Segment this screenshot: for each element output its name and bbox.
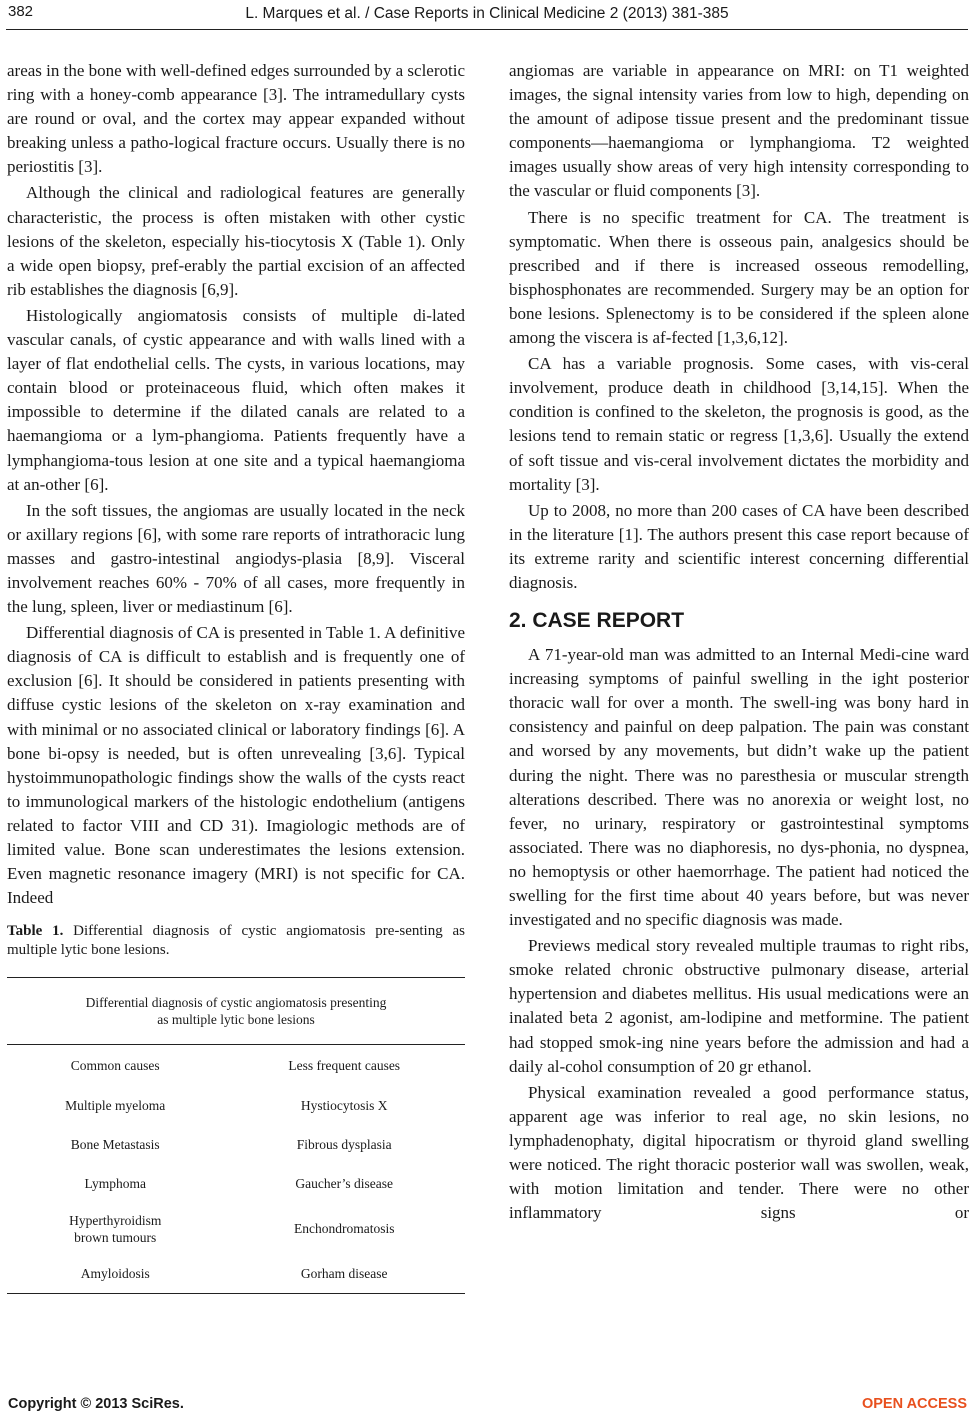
table-row xyxy=(7,1086,465,1125)
header-rule xyxy=(6,29,968,30)
paragraph: Physical examination revealed a good performance status, apparent age was inferior to real age, no skin lesions, no lymphadenophaty, digital hipocratism or thyroid gland swelling were noticed. The right thoracic posterior wall was swollen, weak, with motion limitation and tender. There were no other inflammatory signs or xyxy=(509,1082,969,1223)
table-caption-label: Table 1. xyxy=(7,923,64,940)
page-header xyxy=(0,0,974,38)
paragraph: areas in the bone with well-defined edges surrounded by a sclerotic ring with a honey-comb appearance [3]. The intramedullary cysts are round or oval, and the cortex may appear expanded without breaking unless a patho-logical fracture occurs. Usually there is no periostitis [3]. xyxy=(7,61,465,177)
column-header-less-frequent: Less frequent causes xyxy=(288,1057,401,1073)
paragraph: In the soft tissues, the angiomas are usually located in the neck or axillary regions [6], with some rare reports of intrathoracic lung masses and gastro-intestinal angiodys-plasia [8,9]. Visceral involvement reaches 60% - 70% of all cases, more frequently in the lung, spleen, liver or mediastinum [6]. xyxy=(7,500,465,617)
table-row xyxy=(7,1203,465,1254)
copyright-notice: Copyright © 2013 SciRes. xyxy=(8,1396,184,1412)
paragraph: Up to 2008, no more than 200 cases of CA have been described in the literature [1]. The authors present this case report because of its extreme rarity and scientific interest concerning differential diagnosis. xyxy=(509,500,969,592)
paragraph: Previews medical story revealed multiple traumas to right ribs, smoke related chronic obstructive pulmonary disease, arterial hypertension and diabetes mellitus. His usual medications were an inalated beta 2 agonist, am-lodipine and metformine. The patient had stopped smok-ing nine years before the admission and had a daily al-cohol consumption of 20 gr ethanol. xyxy=(509,936,969,1076)
paragraph: A 71-year-old man was admitted to an Internal Medi-cine ward increasing symptoms of painful swelling in the ight posterior thoracic wall for over a month. The swell-ing was bony hard in consistency and painful on deep palpation. The pain was constant and worsed by any movements, but didn’t wake up the patient during the night. There was no paresthesia or muscular strength alterations described. There was no anorexia or weight lost, no fever, no urinary, respiratory or gastrointestinal symptoms associated. There was no diaphoresis, no dys-phonia, no dyspnea, no hemoptysis or other haemorrhage. The patient had noticed the swelling for the first time about 40 years before, but was never investigated and no specific diagnosis was made. xyxy=(509,645,969,930)
paragraph: CA has a variable prognosis. Some cases, with vis-ceral involvement, produce death in childhood [3,14,15]. When the condition is confined to the skeleton, the prognosis is good, as the lesions tend to remain static or regress [1,3,6]. Usually the extend of soft tissue and vis-ceral involvement dictates the morbidity and mortality [3]. xyxy=(509,354,969,494)
table-cell: Bone Metastasis xyxy=(70,1136,160,1152)
paragraph: Differential diagnosis of CA is presented in Table 1. A definitive diagnosis of CA is difficult to establish and is frequently one of exclusion [6]. It should be considered in patients presenting with diffuse cystic lesions of the skeleton on x-ray examination and with minimal or no associated clinical or laboratory findings [6]. A bone bi-opsy is needed, but is often unrevealing [3,6]. Typical hystoimmunopathologic findings show the walls of the cysts react to immunological markers of the histologic endothelium (antigens related to factor VIII and CD 31). Imagiologic methods are of limited value. Bone scan underestimates the lesions extension. Even magnetic resonance imagery (MRI) is not specific for CA. Indeed xyxy=(7,623,465,908)
table-cell: Amyloidosis xyxy=(7,1254,223,1294)
paragraph: Although the clinical and radiological features are generally characteristic, the process is often mistaken with other cystic lesions of the skeleton, especially his-tiocytosis X (Table 1). Only a wide open biopsy, pref-erably the partial excision of an affected rib establishes the diagnosis [6,9]. xyxy=(7,183,465,299)
table-cell: Gorham disease xyxy=(223,1254,465,1294)
column-header-common: Common causes xyxy=(70,1057,160,1073)
table-caption xyxy=(7,922,465,960)
table-caption-text: Differential diagnosis of cystic angiomatosis pre-senting as multiple lytic bone lesions. xyxy=(7,923,465,959)
paragraph: There is no specific treatment for CA. The treatment is symptomatic. When there is osseous pain, analgesics should be prescribed and if there is increased osseous remodelling, bisphosphonates are recommended. Surgery may be an option for bone lesions. Splenectomy is to be considered if the spleen alone among the viscera is af-fected [1,3,6,12]. xyxy=(509,207,969,348)
page-footer xyxy=(0,1396,974,1416)
table-cell: Fibrous dysplasia xyxy=(296,1136,392,1152)
open-access-label: OPEN ACCESS xyxy=(861,1396,967,1412)
table-cell: Hyperthyroidism brown tumours xyxy=(69,1212,162,1245)
paragraph: Histologically angiomatosis consists of multiple di-lated vascular canals, of cystic appearance and with walls lined with a layer of flat endothelial cells. The cysts, in various locations, may contain blood or proteinaceous fluid, which often makes it impossible to determine if the dilated canals are related to a haemangioma or a lym-phangioma. Patients frequently have a lymphangioma-tous lesion at one site and a typical haemangioma at an-other [6]. xyxy=(7,305,465,494)
table-cell: Gaucher’s disease xyxy=(295,1175,394,1191)
running-head: L. Marques et al. / Case Reports in Clinical Medicine 2 (2013) 381-385 xyxy=(245,5,729,22)
left-column xyxy=(7,59,465,1294)
paragraph: angiomas are variable in appearance on MRI: on T1 weighted images, the signal intensity varies from low to high, depending on the amount of adipose tissue present and the predominant tissue components—haemangioma or lymphangioma. T2 weighted images usually show areas of very high intensity corresponding to the vascular or fluid components [3]. xyxy=(509,61,969,201)
table-cell: Enchondromatosis xyxy=(293,1221,395,1237)
table-row xyxy=(7,1164,465,1203)
table-row xyxy=(7,1254,465,1294)
right-column xyxy=(509,59,969,1227)
section-heading: 2. CASE REPORT xyxy=(509,609,685,633)
table-cell: Hystiocytosis X xyxy=(300,1097,388,1113)
table-row xyxy=(7,1125,465,1164)
table-cell: Lymphoma xyxy=(84,1175,146,1191)
differential-diagnosis-table xyxy=(7,977,465,1294)
table-title: Differential diagnosis of cystic angiomatosis presenting as multiple lytic bone lesions xyxy=(7,978,465,1045)
page-number: 382 xyxy=(8,3,34,20)
table-cell: Multiple myeloma xyxy=(65,1097,166,1113)
